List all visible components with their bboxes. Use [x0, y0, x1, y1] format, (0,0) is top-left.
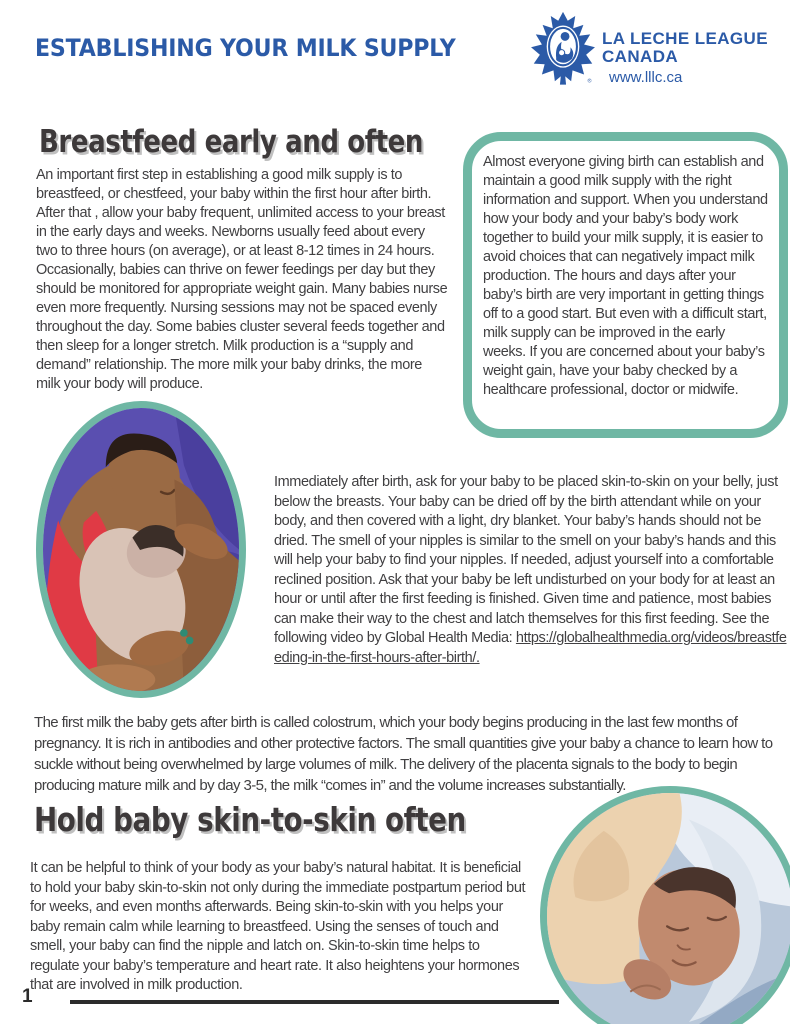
logo-text	[602, 10, 768, 90]
section-heading-skin-to-skin: Hold baby skin-to-skin often	[34, 800, 466, 839]
intro-paragraph: An important first step in establishing a good milk supply is to breastfeed, or chestfeed, your baby within the first hour after birth. After that , allow your baby frequent, unlimited access to your breast in the early days and weeks. Newborns usually feed about every two to three hours (on average), or at least 8-12 times in 24 hours. Occasionally, babies can thrive on fewer feedings per day but they should be monitored for appropriate weight gain. Many babies nurse even more frequently. Nursing sessions may not be spaced evenly throughout the day. Some babies cluster several feeds together and then sleep for a longer stretch. Milk production is a “supply and demand” relationship. The more milk your baby drinks, the more milk your body will produce.	[36, 167, 448, 392]
video-link[interactable]: https://globalhealthmedia.org/videos/breastfeeding-in-the-first-hours-after-birth/.	[274, 630, 787, 666]
skin-to-skin-text: Immediately after birth, ask for your baby to be placed skin-to-skin on your belly, just below the breasts. Your baby can be dried off by the birth attendant while on your body, and then covered with a light, dry blanket. Your baby’s hands should not be dried. The smell of your nipples is similar to the smell on your baby’s hands and this will help your baby to find your nipples. If needed, adjust yourself into a comfortable reclined position. Ask that your baby be left undisturbed on your body for at least an hour or until after the first feeding is finished. Given time and patience, most babies can make their way to the chest and latch themselves for this first feeding. See the following video by Global Health Media:	[274, 474, 778, 646]
logo-website: www.lllc.ca	[609, 69, 683, 86]
section-heading-breastfeed-early: Breastfeed early and often	[39, 124, 424, 160]
logo-org-line1: LA LECHE LEAGUE	[602, 29, 768, 48]
maple-leaf-mother-baby-icon	[529, 10, 597, 90]
page-number: 1	[22, 986, 33, 1007]
la-leche-league-logo	[529, 10, 768, 90]
newborn-blanket-photo	[540, 786, 790, 1024]
hold-baby-paragraph: It can be helpful to think of your body as your baby’s natural habitat. It is beneficial to hold your baby skin-to-skin not only during the immediate postpartum period but for weeks, and even months afterwards. Being skin-to-skin with you helps your baby remain calm while learning to breastfeed. Using the senses of touch and smell, your baby can find the nipple and latch on. Skin-to-skin time helps to regulate your baby’s temperature and heart rate. It also heightens your hormones that are involved in milk production.	[30, 860, 526, 993]
footer-divider	[70, 1000, 559, 1004]
callout-text: Almost everyone giving birth can establish and maintain a good milk supply with the right information and support. When you understand how your body and your baby’s body work together to build your milk supply, it is easier to avoid choices that can negatively impact milk production. The hours and days after your baby’s birth are very important in getting things off to a good start. But even with a difficult start, milk supply can be improved in the early weeks. If you are concerned about your baby’s weight gain, have your baby checked by a healthcare professional, doctor or midwife.	[483, 154, 768, 398]
svg-text:®: ®	[587, 78, 592, 85]
skin-to-skin-paragraph	[274, 473, 789, 668]
page-title: ESTABLISHING YOUR MILK SUPPLY	[35, 34, 456, 62]
logo-org-line2: CANADA	[602, 47, 679, 66]
colostrum-paragraph: The first milk the baby gets after birth is called colostrum, which your body begins producing in the last few months of pregnancy. It is rich in antibodies and other protective factors. The small quantities give your baby a chance to learn how to suckle without being overwhelmed by large volumes of milk. The delivery of the placenta signals to the body to begin producing mature milk and by day 3-5, the milk “comes in” and the volume increases substantially.	[34, 714, 773, 794]
callout-box	[463, 132, 788, 438]
mother-newborn-photo	[36, 401, 246, 698]
